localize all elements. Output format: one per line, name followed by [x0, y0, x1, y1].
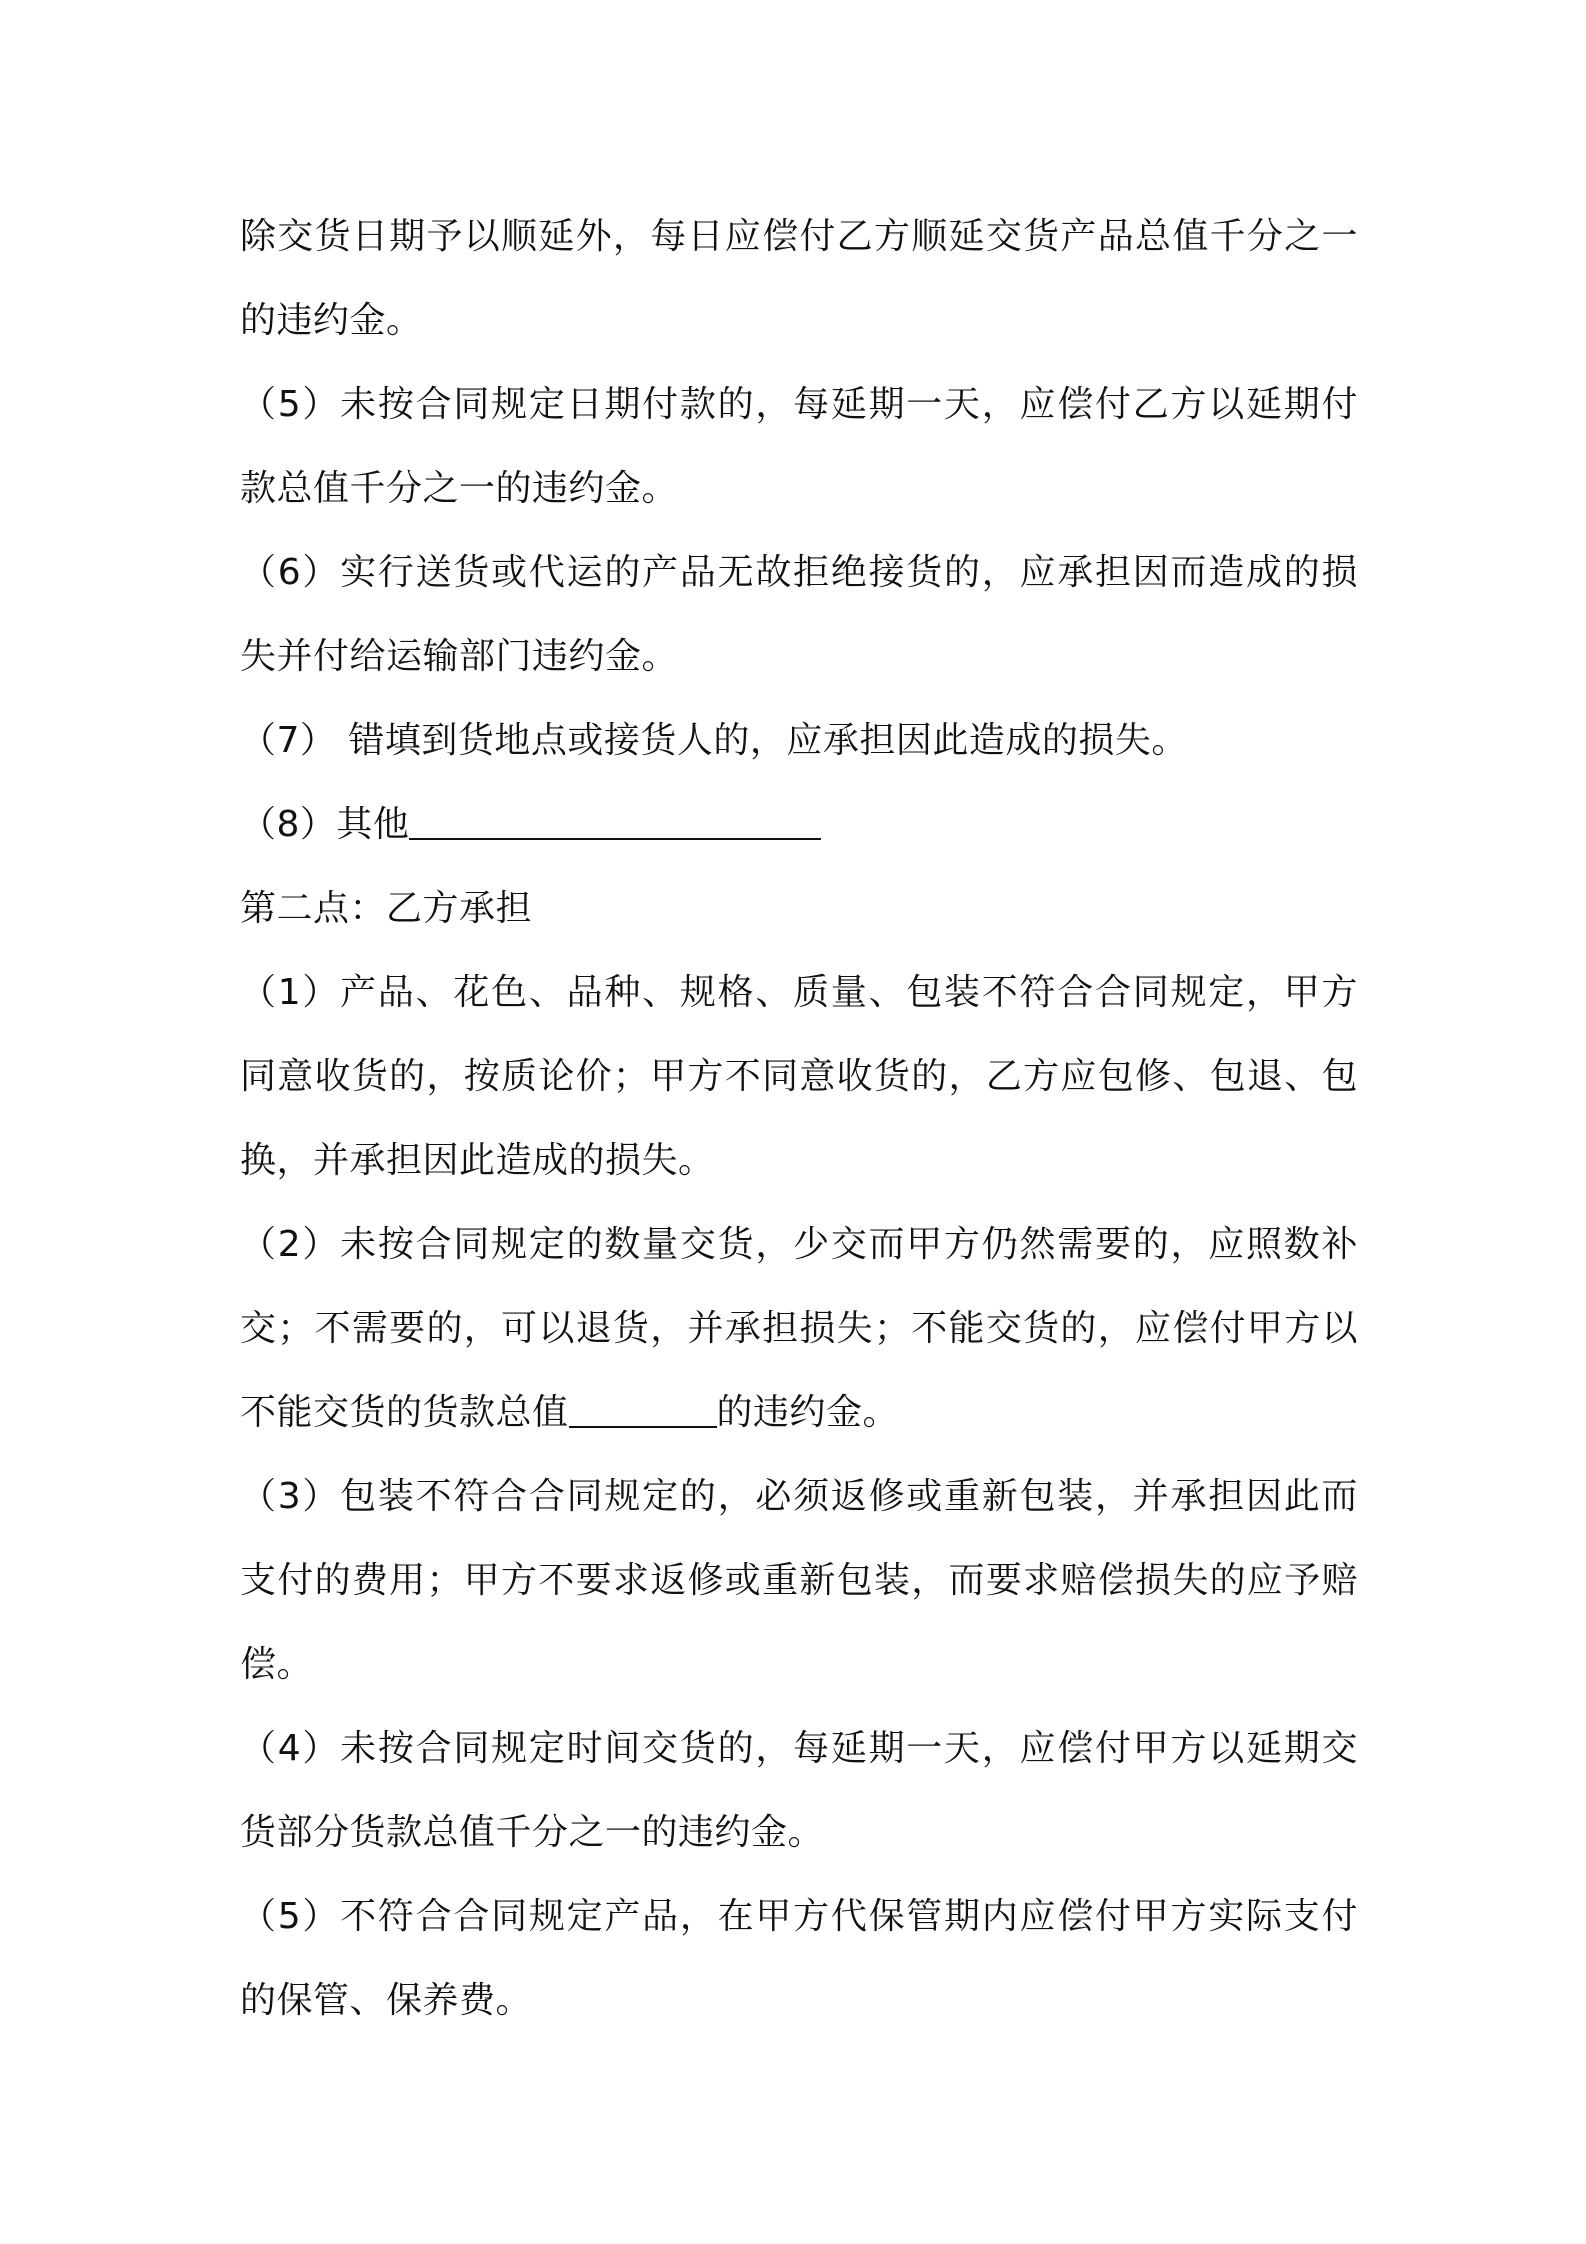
- text-line-4: 款总值千分之一的违约金。: [240, 468, 679, 509]
- text-line-5: （6）实行送货或代运的产品无故拒绝接货的，应承担因而造成的损: [240, 552, 1358, 593]
- text-line-10: （1）产品、花色、品种、规格、质量、包装不符合合同规定，甲方: [240, 972, 1358, 1013]
- fill-in-blank: [569, 1392, 717, 1428]
- document-body: [240, 195, 1358, 2043]
- text-line-13: （2）未按合同规定的数量交货，少交而甲方仍然需要的，应照数补: [240, 1224, 1358, 1265]
- text-line-12: 换，并承担因此造成的损失。: [240, 1140, 715, 1181]
- text-line-15: [240, 1371, 1358, 1455]
- text-line-1: 除交货日期予以顺延外，每日应偿付乙方顺延交货产品总值千分之一: [240, 216, 1358, 257]
- text-line-16: （3）包装不符合合同规定的，必须返修或重新包装，并承担因此而: [240, 1476, 1358, 1517]
- text-line-7: （7） 错填到货地点或接货人的，应承担因此造成的损失。: [240, 720, 1188, 761]
- text-other-label: （8）其他: [240, 804, 410, 845]
- text-line-3: （5）未按合同规定日期付款的，每延期一天，应偿付乙方以延期付: [240, 384, 1358, 425]
- text-line-15-start: 不能交货的货款总值: [240, 1392, 569, 1433]
- text-line-17: 支付的费用；甲方不要求返修或重新包装，而要求赔偿损失的应予赔: [240, 1560, 1358, 1601]
- text-line-20: 货部分货款总值千分之一的违约金。: [240, 1812, 825, 1853]
- text-line-15-end: 的违约金。: [716, 1392, 900, 1433]
- text-line-6: 失并付给运输部门违约金。: [240, 636, 679, 677]
- text-line-19: （4）未按合同规定时间交货的，每延期一天，应偿付甲方以延期交: [240, 1728, 1358, 1769]
- text-line-14: 交；不需要的，可以退货，并承担损失；不能交货的，应偿付甲方以: [240, 1308, 1358, 1349]
- text-line-8: [240, 783, 1358, 867]
- text-line-22: 的保管、保养费。: [240, 1980, 533, 2021]
- section-heading: 第二点：乙方承担: [240, 888, 533, 929]
- text-line-18: 偿。: [240, 1644, 314, 1685]
- text-line-11: 同意收货的，按质论价；甲方不同意收货的，乙方应包修、包退、包: [240, 1056, 1358, 1097]
- text-line-21: （5）不符合合同规定产品，在甲方代保管期内应偿付甲方实际支付: [240, 1896, 1358, 1937]
- text-line-2: 的违约金。: [240, 300, 423, 341]
- fill-in-blank: [409, 804, 821, 840]
